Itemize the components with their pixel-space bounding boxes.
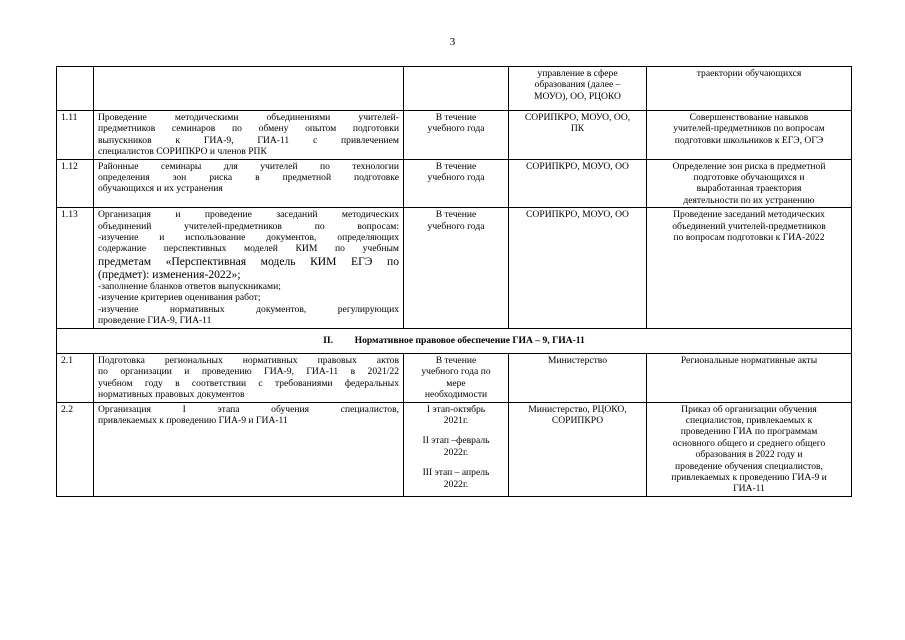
table-row-2-1 — [57, 353, 852, 402]
text-line: I этап-октябрь — [426, 403, 486, 415]
text-line: 2022г. — [443, 478, 469, 490]
cell-term — [404, 402, 509, 496]
text-line: Организация I этапа обучения специалистов, — [98, 403, 399, 415]
text-line: основного общего и среднего общего — [672, 437, 826, 449]
table-row-2-2 — [57, 402, 852, 496]
spacer — [408, 458, 504, 467]
cell-responsible — [509, 111, 647, 160]
text-line: учебном году в соответствии с требованиями федеральных — [98, 377, 399, 389]
text-line: МОУО), ОО, РЦОКО — [534, 90, 621, 102]
text-line: Министерство — [547, 354, 608, 366]
cell-result — [647, 67, 852, 111]
text-line: Проведение заседаний методических — [673, 209, 825, 221]
text-line: выпускников к ГИА-9, ГИА-11 с привлечением — [98, 134, 399, 146]
text-line: подготовке обучающихся и — [693, 172, 805, 184]
cell-result — [647, 402, 852, 496]
cell-event — [94, 111, 404, 160]
text-line: проведение обучения специалистов, — [675, 460, 823, 472]
text-line: -заполнение бланков ответов выпускниками; — [98, 280, 281, 292]
text-line: выработанная траектория — [696, 183, 802, 195]
section-header-row — [57, 328, 852, 353]
text-line: образования в 2022 году и — [695, 449, 803, 461]
text-line: привлекаемых к проведению ГИА-9 и ГИА-11 — [98, 414, 288, 426]
cell-term — [404, 353, 509, 402]
text-line: В течение — [435, 160, 477, 172]
text-line: Подготовка региональных нормативных правовых актов — [98, 354, 399, 366]
cell-num: 1.11 — [57, 111, 94, 160]
text-line: специалистов, привлекаемых к — [685, 414, 813, 426]
text-line: учебного года — [427, 172, 485, 184]
text-line: Приказ об организации обучения — [681, 403, 817, 415]
table-row-1-13 — [57, 208, 852, 328]
text-line: СОРИПКРО — [551, 414, 604, 426]
text-line: учебного года по — [421, 366, 491, 378]
text-line: СОРИПКРО, МОУО, ОО, — [524, 112, 631, 123]
text-line: ГИА-11 — [733, 483, 765, 495]
text-line: специалистов СОРИПКРО и членов РПК — [98, 146, 267, 158]
spacer — [408, 426, 504, 435]
text-line: необходимости — [424, 389, 488, 401]
cell-term — [404, 159, 509, 208]
text-line: (предмет): изменения-2022»; — [98, 267, 241, 281]
cell-num: 1.13 — [57, 208, 94, 328]
section-title: II. Нормативное правовое обеспечение ГИА – 9, ГИА-11 — [57, 328, 852, 353]
text-line: Определение зон риска в предметной — [672, 160, 826, 172]
cell-responsible — [509, 402, 647, 496]
cell-result — [647, 208, 852, 328]
cell-responsible — [509, 159, 647, 208]
cell-num: 2.1 — [57, 353, 94, 402]
text-line: В течение — [435, 354, 477, 366]
cell-responsible — [509, 67, 647, 111]
text-line: учебного года — [427, 220, 485, 232]
text-line: предметников семинаров по обмену опытом подготовки — [98, 123, 399, 135]
text-line: 2021г. — [443, 414, 469, 426]
text-line: Совершенствование навыков — [689, 112, 809, 123]
cell-result — [647, 159, 852, 208]
text-line: проведению ГИА по программам — [680, 426, 818, 438]
table-row-continuation — [57, 67, 852, 111]
text-line: В течение — [435, 209, 477, 221]
text-line: привлекаемых к проведению ГИА-9 и — [671, 471, 827, 483]
plan-table — [56, 66, 852, 497]
cell-event — [94, 353, 404, 402]
cell-event — [94, 208, 404, 328]
text-line: предметам «Перспективная модель КИМ ЕГЭ по — [98, 254, 399, 268]
text-line: мере — [446, 377, 466, 389]
cell-event — [94, 402, 404, 496]
text-line: объединений учителей-предметников по вопросам: — [98, 220, 399, 232]
text-line: учебного года — [427, 123, 485, 135]
text-line: II этап –февраль — [422, 435, 490, 447]
cell-num: 1.12 — [57, 159, 94, 208]
text-line: В течение — [435, 112, 477, 123]
text-line: -изучение и использование документов, определяющих — [98, 232, 399, 244]
text-line: содержание перспективных моделей КИМ по учебным — [98, 243, 399, 255]
cell-event — [94, 67, 404, 111]
text-line: учителей-предметников по вопросам — [673, 123, 825, 135]
cell-num: 2.2 — [57, 402, 94, 496]
text-line: определения зон риска в предметной подготовке — [98, 172, 399, 184]
text-line: СОРИПКРО, МОУО, ОО — [526, 209, 629, 221]
cell-term — [404, 67, 509, 111]
text-line: Организация и проведение заседаний методических — [98, 209, 399, 221]
cell-num — [57, 67, 94, 111]
text-line: управление в сфере — [537, 68, 618, 79]
text-line: СОРИПКРО, МОУО, ОО — [526, 160, 629, 172]
cell-result — [647, 353, 852, 402]
text-line: по вопросам подготовки к ГИА-2022 — [673, 232, 825, 244]
text-line: обучающихся и их устранения — [98, 183, 223, 195]
text-line: Министерство, РЦОКО, — [528, 403, 627, 415]
text-line: деятельности по их устранению — [683, 194, 815, 206]
cell-result — [647, 111, 852, 160]
text-line: проведение ГИА-9, ГИА-11 — [98, 315, 212, 327]
text-line: -изучение нормативных документов, регулирующих — [98, 303, 399, 315]
text-line: Региональные нормативные акты — [680, 354, 818, 366]
cell-event — [94, 159, 404, 208]
text-line: III этап – апрель — [422, 467, 490, 479]
page-number: 3 — [449, 36, 456, 48]
text-line: нормативных правовых документов — [98, 389, 245, 401]
cell-term — [404, 208, 509, 328]
table-row-1-12 — [57, 159, 852, 208]
text-line: ПК — [570, 123, 585, 135]
text-line: подготовки школьников к ЕГЭ, ОГЭ — [674, 134, 824, 146]
text-line: объединений учителей-предметников — [672, 220, 826, 232]
text-line: 2022г. — [443, 446, 469, 458]
text-line: -изучение критериев оценивания работ; — [98, 292, 261, 304]
text-line: Проведение методическими объединениями учителей- — [98, 112, 399, 123]
text-line: Районные семинары для учителей по технологии — [98, 160, 399, 172]
cell-responsible — [509, 208, 647, 328]
table-row-1-11 — [57, 111, 852, 160]
text-line: траектории обучающихся — [696, 68, 802, 79]
text-line: по организации и проведению ГИА-9, ГИА-11 в 2021/22 — [98, 366, 399, 378]
cell-term — [404, 111, 509, 160]
cell-responsible — [509, 353, 647, 402]
text-line: образования (далее – — [534, 79, 621, 91]
